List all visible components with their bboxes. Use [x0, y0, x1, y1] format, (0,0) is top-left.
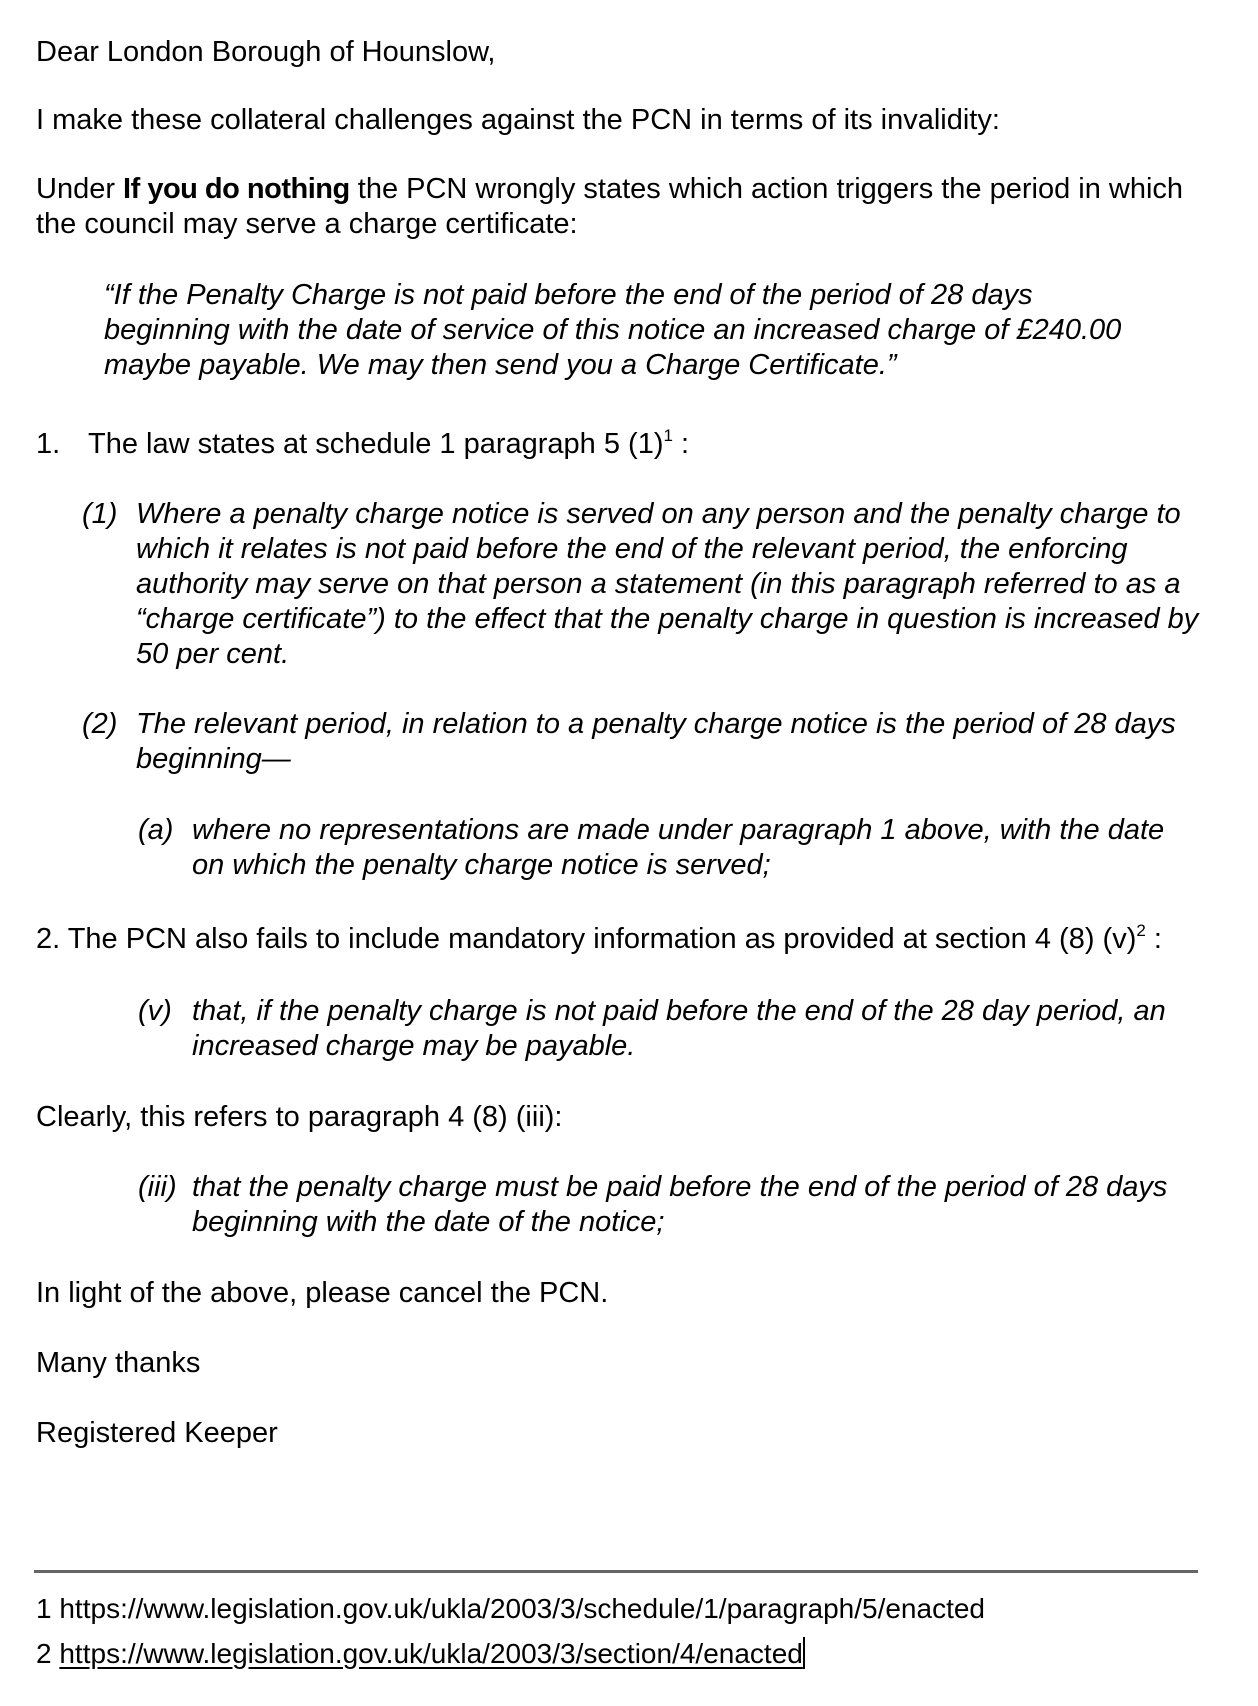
sub-iii-line: beginning with the date of the notice;	[192, 1206, 665, 1238]
sub-v-line: increased charge may be payable.	[192, 1030, 636, 1062]
point-1-suffix: :	[672, 428, 690, 460]
point-2-suffix: :	[1145, 923, 1162, 955]
footnote-separator	[34, 1570, 1198, 1573]
sub-1-label: (1)	[82, 498, 118, 530]
point-1-text-wrap	[88, 427, 689, 462]
footnote-1-url[interactable]: https://www.legislation.gov.uk/ukla/2003/3/schedule/1/paragraph/5/enacted	[59, 1593, 985, 1624]
sub-2a-line: where no representations are made under paragraph 1 above, with the date	[192, 814, 1165, 846]
sub-2a-label: (a)	[138, 814, 174, 846]
under-paragraph-line-2: the council may serve a charge certificate:	[36, 208, 578, 240]
quote-line: “If the Penalty Charge is not paid before the end of the period of 28 days	[104, 279, 1033, 311]
sub-2-label: (2)	[82, 708, 118, 740]
text-cursor	[803, 1637, 805, 1669]
point-2	[36, 922, 1162, 957]
signature: Registered Keeper	[36, 1417, 278, 1449]
sub-iii-line: that the penalty charge must be paid before the end of the period of 28 days	[192, 1171, 1168, 1203]
under-paragraph-line-1	[36, 172, 1183, 207]
sub-1-line: 50 per cent.	[136, 638, 290, 670]
sub-2a-line: on which the penalty charge notice is served;	[192, 849, 771, 881]
quote-line: maybe payable. We may then send you a Charge Certificate.”	[104, 349, 897, 381]
intro-paragraph: I make these collateral challenges against the PCN in terms of its invalidity:	[36, 104, 1000, 136]
sub-2-line: The relevant period, in relation to a penalty charge notice is the period of 28 days	[136, 708, 1176, 740]
quote-line: beginning with the date of service of this notice an increased charge of £240.00	[104, 314, 1122, 346]
sub-1-line: which it relates is not paid before the end of the relevant period, the enforcing	[136, 533, 1128, 565]
point-1	[36, 426, 690, 462]
under-rest: the PCN wrongly states which action triggers the period in which	[349, 173, 1184, 205]
under-prefix: Under	[36, 173, 124, 205]
sub-iii-label: (iii)	[138, 1171, 177, 1203]
under-bold-heading: If you do nothing	[123, 173, 350, 205]
sub-1-line: “charge certificate”) to the effect that the penalty charge in question is increased by	[136, 603, 1199, 635]
point-1-text: The law states at schedule 1 paragraph 5 (1)	[88, 428, 664, 460]
salutation: Dear London Borough of Hounslow,	[36, 36, 496, 68]
clearly-paragraph: Clearly, this refers to paragraph 4 (8) (iii):	[36, 1101, 563, 1133]
footnote-ref-1[interactable]: 1	[663, 426, 673, 445]
signoff: Many thanks	[36, 1347, 201, 1379]
sub-v-label: (v)	[138, 995, 172, 1027]
sub-2-line: beginning—	[136, 743, 291, 775]
footnote-2	[36, 1636, 805, 1671]
footnote-ref-2[interactable]: 2	[1136, 921, 1146, 940]
point-1-number: 1.	[36, 428, 61, 460]
sub-1-line: authority may serve on that person a statement (in this paragraph referred to as a	[136, 568, 1181, 600]
footnote-2-number: 2	[36, 1638, 52, 1669]
footnote-1	[36, 1591, 985, 1626]
point-2-text: 2. The PCN also fails to include mandatory information as provided at section 4 (8) (v)	[36, 923, 1137, 955]
footnote-2-link[interactable]: https://www.legislation.gov.uk/ukla/2003/3/section/4/enacted	[59, 1638, 803, 1669]
footnote-1-number: 1	[36, 1593, 52, 1624]
sub-v-line: that, if the penalty charge is not paid before the end of the 28 day period, an	[192, 995, 1166, 1027]
closing-paragraph: In light of the above, please cancel the PCN.	[36, 1277, 609, 1309]
sub-1-line: Where a penalty charge notice is served on any person and the penalty charge to	[136, 498, 1181, 530]
